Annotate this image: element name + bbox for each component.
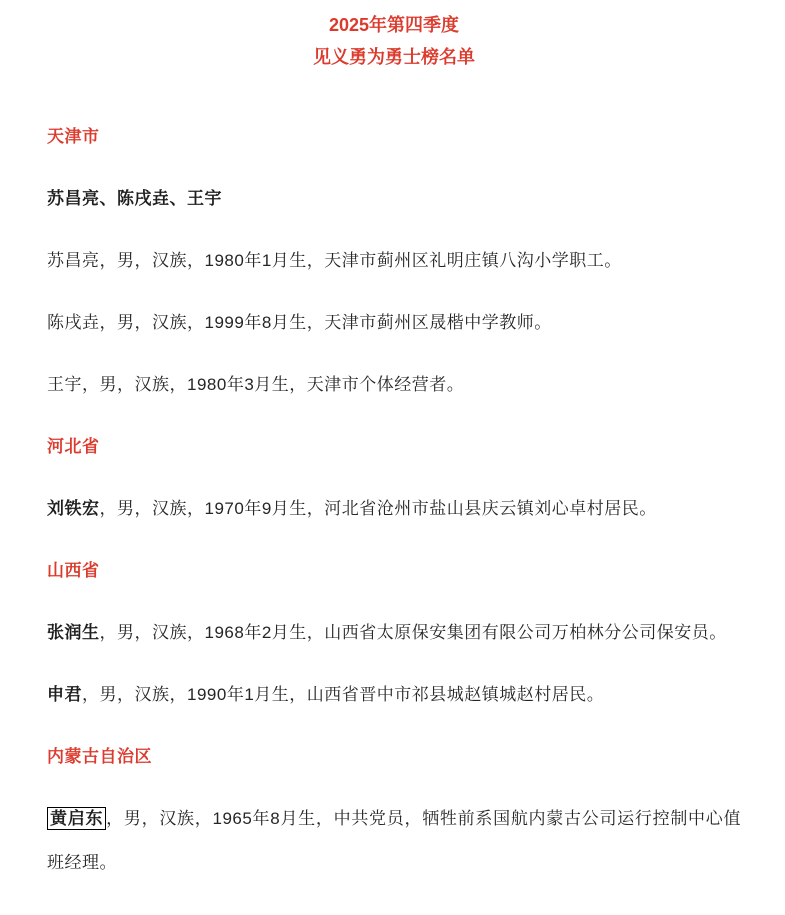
entry-paragraph <box>47 363 741 407</box>
section-heading-neimenggu: 内蒙古自治区 <box>47 747 152 766</box>
person-name: 王宇 <box>47 375 82 394</box>
section-heading-shanxi: 山西省 <box>47 561 100 580</box>
person-name: 苏昌亮 <box>47 251 100 270</box>
entry-paragraph <box>47 797 741 885</box>
person-detail: ，男，汉族，1980年3月生，天津市个体经营者。 <box>82 375 465 394</box>
person-name: 陈戌垚 <box>47 313 100 332</box>
person-name: 张润生 <box>47 623 100 642</box>
entry-paragraph <box>47 611 741 655</box>
person-detail: ，男，汉族，1970年9月生，河北省沧州市盐山县庆云镇刘心卓村居民。 <box>99 499 657 518</box>
person-detail: ，男，汉族，1999年8月生，天津市蓟州区晟楷中学教师。 <box>99 313 552 332</box>
entry-paragraph <box>47 673 741 717</box>
person-detail: ，男，汉族，1990年1月生，山西省晋中市祁县城赵镇城赵村居民。 <box>82 685 605 704</box>
person-detail: ，男，汉族，1968年2月生，山西省太原保安集团有限公司万柏林分公司保安员。 <box>99 623 727 642</box>
person-detail: ，男，汉族，1980年1月生，天津市蓟州区礼明庄镇八沟小学职工。 <box>99 251 622 270</box>
person-name: 刘铁宏 <box>47 499 100 518</box>
section-heading-tianjin: 天津市 <box>47 127 100 146</box>
document-title-line-2: 见义勇为勇士榜名单 <box>313 47 475 67</box>
deceased-name-box: 黄启东 <box>47 807 106 830</box>
document-title-line-1: 2025年第四季度 <box>328 15 460 35</box>
entry-paragraph <box>47 239 741 283</box>
section-heading-hebei: 河北省 <box>47 437 100 456</box>
person-name: 申君 <box>47 685 82 704</box>
entry-paragraph <box>47 301 741 345</box>
person-detail: ，男，汉族，1965年8月生，中共党员，牺牲前系国航内蒙古公司运行控制中心值班经理。 <box>47 809 741 872</box>
entry-paragraph <box>47 487 741 531</box>
group-names-line: 苏昌亮、陈戌垚、王宇 <box>47 189 222 208</box>
